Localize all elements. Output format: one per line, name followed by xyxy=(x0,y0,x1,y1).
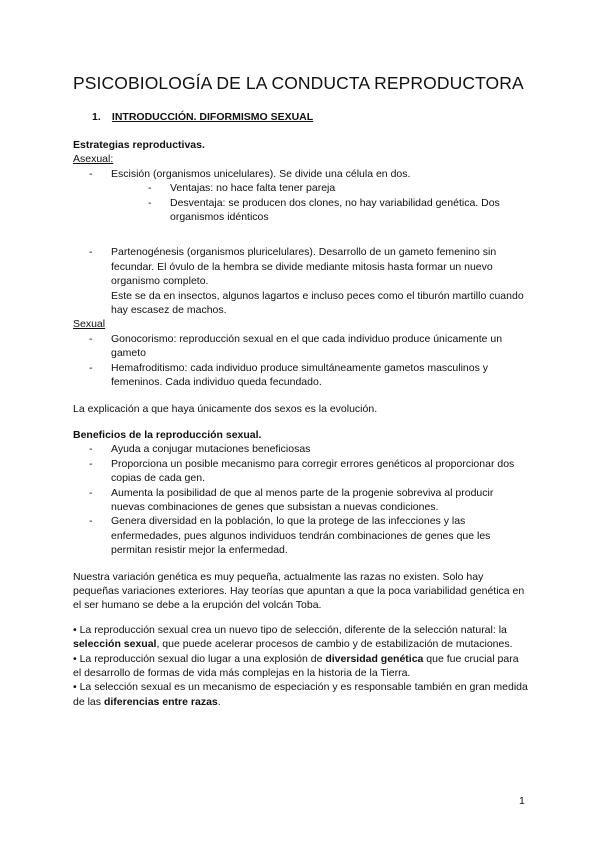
spacer xyxy=(73,558,528,570)
bullet-text: • La reproducción sexual dio lugar a una explosión de xyxy=(73,652,326,665)
document-title: PSICOBIOLOGÍA DE LA CONDUCTA REPRODUCTORA xyxy=(73,73,524,93)
list-item: - Aumenta la posibilidad de que al menos parte de la progenie sobreviva al producir nuevas combinaciones de genes que subsistan a nuevas condiciones. xyxy=(111,486,528,515)
bullet-text: • La selección sexual es un mecanismo de especiación y es responsable también en gran medida de las xyxy=(73,681,528,708)
section-number: 1. xyxy=(92,111,101,123)
list-item-hemafroditismo: - Hemafroditismo: cada individuo produce simultáneamente gametos masculinos y femeninos. Cada individuo queda fecundado. xyxy=(111,361,528,390)
bullet-paragraph xyxy=(73,680,528,709)
escision-sublist xyxy=(111,181,528,224)
spacer xyxy=(73,613,528,623)
list-item-gonocorismo: - Gonocorismo: reproducción sexual en el que cada individuo produce únicamente un gameto xyxy=(111,332,528,361)
bullet-text: . xyxy=(217,695,221,708)
partenogenesis-list xyxy=(73,245,528,317)
spacer xyxy=(73,416,528,428)
beneficios-heading: Beneficios de la reproducción sexual. xyxy=(73,428,262,441)
list-item: - Ayuda a conjugar mutaciones beneficiosas xyxy=(111,442,528,456)
bullet-bold-term: diferencias entre razas xyxy=(103,695,218,708)
bullet-bold-term: diversidad genética xyxy=(325,652,424,665)
sexual-label: Sexual xyxy=(73,318,106,331)
list-item-partenogenesis xyxy=(111,245,528,317)
bullet-paragraph xyxy=(73,652,528,681)
estrategias-heading: Estrategias reproductivas. xyxy=(73,139,205,151)
asexual-list xyxy=(73,167,528,225)
bullet-paragraph xyxy=(73,623,528,652)
escision-text: Escisión (organismos unicelulares). Se divide una célula en dos. xyxy=(111,167,411,180)
section-title: INTRODUCCIÓN. DIFORMISMO SEXUAL xyxy=(111,111,314,123)
list-item: - Proporciona un posible mecanismo para corregir errores genéticos al proporcionar dos copias de cada gen. xyxy=(111,457,528,486)
explicacion-paragraph: La explicación a que haya únicamente dos sexos es la evolución. xyxy=(73,402,378,415)
page-number: 1 xyxy=(519,795,525,807)
document-body xyxy=(73,138,528,709)
bullet-bold-term: selección sexual xyxy=(73,638,157,651)
bullet-text: • La reproducción sexual crea un nuevo tipo de selección, diferente de la selección natural: la xyxy=(73,623,507,636)
bullet-text: , que puede acelerar procesos de cambio y de estabilización de mutaciones. xyxy=(156,638,513,651)
partenogenesis-text: - Partenogénesis (organismos pluricelulares). Desarrollo de un gameto femenino sin fecundar. El óvulo de la hembra se divide mediante mitosis hasta formar un nuevo organismo completo. xyxy=(111,246,497,288)
spacer xyxy=(73,390,528,402)
list-item-desventaja: - Desventaja: se producen dos clones, no hay variabilidad genética. Dos organismos idénticos xyxy=(170,196,528,225)
list-item: - Genera diversidad en la población, lo que la protege de las infecciones y las enfermedades, pues algunos individuos tendrán combinaciones de genes que les permitan resistir mejor la enfermedad. xyxy=(111,514,528,557)
section-heading xyxy=(92,111,313,123)
bullet-text: que fue crucial para el desarrollo de formas de vida más complejas en la historia de la Tierra. xyxy=(73,652,519,679)
list-item-escision xyxy=(111,167,528,225)
asexual-label: Asexual: xyxy=(73,153,114,166)
variacion-paragraph: Nuestra variación genética es muy pequeña, actualmente las razas no existen. Solo hay pequeñas variaciones exteriores. Hay teorías que apuntan a que la poca variabilidad genética en el ser humano se debe a la erupción del volcán Toba. xyxy=(73,570,525,612)
sexual-list xyxy=(73,332,528,390)
beneficios-list xyxy=(73,442,528,557)
list-item-ventajas: - Ventajas: no hace falta tener pareja xyxy=(170,181,528,195)
partenogenesis-extra: Este se da en insectos, algunos lagartos e incluso peces como el tiburón martillo cuando hay escasez de machos. xyxy=(111,289,524,317)
spacer xyxy=(73,224,528,245)
